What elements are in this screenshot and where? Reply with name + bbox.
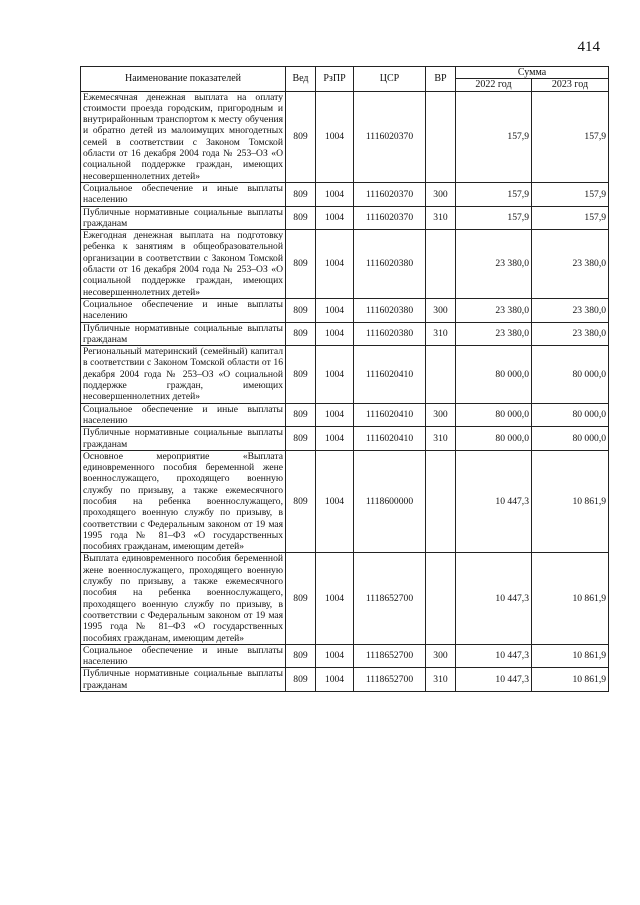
table-row <box>81 322 609 346</box>
row-vr: 300 <box>426 403 456 427</box>
row-csr: 1118652700 <box>354 668 426 692</box>
table-row <box>81 346 609 403</box>
row-rzpr: 1004 <box>316 403 354 427</box>
header-year-2023: 2023 год <box>532 79 609 91</box>
row-vr <box>426 346 456 403</box>
table-row <box>81 403 609 427</box>
row-name: Социальное обеспечение и иные выплаты населению <box>81 644 286 668</box>
row-csr: 1116020380 <box>354 298 426 322</box>
table-row <box>81 182 609 206</box>
row-rzpr: 1004 <box>316 230 354 299</box>
header-name: Наименование показателей <box>81 67 286 92</box>
row-sum-2022: 10 447,3 <box>456 644 532 668</box>
row-csr: 1116020370 <box>354 91 426 182</box>
row-sum-2023: 10 861,9 <box>532 450 609 553</box>
row-csr: 1118652700 <box>354 644 426 668</box>
table-row <box>81 206 609 230</box>
row-ved: 809 <box>286 346 316 403</box>
table-row <box>81 450 609 553</box>
row-name: Публичные нормативные социальные выплаты гражданам <box>81 206 286 230</box>
row-sum-2023: 80 000,0 <box>532 346 609 403</box>
header-vr: ВР <box>426 67 456 92</box>
row-sum-2022: 10 447,3 <box>456 668 532 692</box>
row-ved: 809 <box>286 403 316 427</box>
row-vr <box>426 91 456 182</box>
table-body <box>81 91 609 691</box>
row-name: Социальное обеспечение и иные выплаты населению <box>81 403 286 427</box>
row-sum-2022: 23 380,0 <box>456 298 532 322</box>
row-vr: 310 <box>426 427 456 451</box>
row-ved: 809 <box>286 450 316 553</box>
row-rzpr: 1004 <box>316 182 354 206</box>
header-csr: ЦСР <box>354 67 426 92</box>
row-sum-2023: 157,9 <box>532 206 609 230</box>
row-ved: 809 <box>286 298 316 322</box>
row-ved: 809 <box>286 182 316 206</box>
row-rzpr: 1004 <box>316 346 354 403</box>
row-sum-2022: 23 380,0 <box>456 322 532 346</box>
row-rzpr: 1004 <box>316 553 354 644</box>
row-name: Ежегодная денежная выплата на подготовку ребенка к занятиям в общеобразовательной организации в соответствии с Законом Томской области от 16 декабря 2004 года № 253–ОЗ «О социальной поддержке граждан, имеющих несовершеннолетних детей» <box>81 230 286 299</box>
row-sum-2022: 80 000,0 <box>456 427 532 451</box>
row-name: Основное мероприятие «Выплата единовременного пособия беременной жене военнослужащего, проходящего военную службу по призыву, а также ежемесячного пособия на ребенка военнослужащего, проходящего военную службу по призыву, в соответствии с Федеральным законом от 19 мая 1995 года № 81–ФЗ «О государственных пособиях гражданам, имеющим детей» <box>81 450 286 553</box>
row-sum-2023: 157,9 <box>532 91 609 182</box>
row-ved: 809 <box>286 91 316 182</box>
row-csr: 1116020370 <box>354 182 426 206</box>
table-row <box>81 553 609 644</box>
row-csr: 1116020410 <box>354 403 426 427</box>
row-sum-2022: 80 000,0 <box>456 403 532 427</box>
page-number: 414 <box>577 39 600 55</box>
row-sum-2022: 23 380,0 <box>456 230 532 299</box>
row-rzpr: 1004 <box>316 427 354 451</box>
row-csr: 1118600000 <box>354 450 426 553</box>
row-csr: 1116020380 <box>354 230 426 299</box>
row-name: Региональный материнский (семейный) капитал в соответствии с Законом Томской области от 16 декабря 2004 года № 253–ОЗ «О социальной поддержке граждан, имеющих несовершеннолетних детей» <box>81 346 286 403</box>
row-vr <box>426 553 456 644</box>
row-ved: 809 <box>286 230 316 299</box>
row-rzpr: 1004 <box>316 450 354 553</box>
row-name: Социальное обеспечение и иные выплаты населению <box>81 182 286 206</box>
row-csr: 1116020370 <box>354 206 426 230</box>
row-sum-2022: 10 447,3 <box>456 553 532 644</box>
row-name: Публичные нормативные социальные выплаты гражданам <box>81 322 286 346</box>
table-row <box>81 644 609 668</box>
table-row <box>81 427 609 451</box>
row-sum-2023: 23 380,0 <box>532 322 609 346</box>
table-row <box>81 230 609 299</box>
row-sum-2023: 80 000,0 <box>532 427 609 451</box>
row-csr: 1116020410 <box>354 346 426 403</box>
row-name: Публичные нормативные социальные выплаты гражданам <box>81 427 286 451</box>
row-rzpr: 1004 <box>316 91 354 182</box>
row-ved: 809 <box>286 322 316 346</box>
row-sum-2023: 23 380,0 <box>532 298 609 322</box>
row-rzpr: 1004 <box>316 322 354 346</box>
row-ved: 809 <box>286 427 316 451</box>
row-sum-2022: 157,9 <box>456 182 532 206</box>
row-sum-2022: 80 000,0 <box>456 346 532 403</box>
row-name: Социальное обеспечение и иные выплаты населению <box>81 298 286 322</box>
header-row <box>81 67 609 79</box>
row-vr <box>426 450 456 553</box>
row-rzpr: 1004 <box>316 644 354 668</box>
row-name: Ежемесячная денежная выплата на оплату стоимости проезда городским, пригородным и внутрирайонным транспортом к месту обучения и обратно детей из малоимущих многодетных семей в соответствии с Законом Томской области от 16 декабря 2004 года № 253–ОЗ «О социальной поддержке граждан, имеющих несовершеннолетних детей» <box>81 91 286 182</box>
row-sum-2023: 157,9 <box>532 182 609 206</box>
table-row <box>81 298 609 322</box>
row-sum-2022: 157,9 <box>456 91 532 182</box>
row-ved: 809 <box>286 206 316 230</box>
row-sum-2023: 10 861,9 <box>532 644 609 668</box>
table-row <box>81 91 609 182</box>
row-vr: 310 <box>426 322 456 346</box>
header-sum: Сумма <box>456 67 609 79</box>
row-sum-2023: 10 861,9 <box>532 553 609 644</box>
row-rzpr: 1004 <box>316 206 354 230</box>
row-sum-2022: 10 447,3 <box>456 450 532 553</box>
row-name: Публичные нормативные социальные выплаты гражданам <box>81 668 286 692</box>
row-csr: 1118652700 <box>354 553 426 644</box>
row-ved: 809 <box>286 644 316 668</box>
row-sum-2023: 80 000,0 <box>532 403 609 427</box>
table-row <box>81 668 609 692</box>
row-sum-2022: 157,9 <box>456 206 532 230</box>
header-ved: Вед <box>286 67 316 92</box>
budget-table <box>80 66 609 692</box>
row-csr: 1116020410 <box>354 427 426 451</box>
row-vr: 300 <box>426 182 456 206</box>
row-vr: 300 <box>426 644 456 668</box>
row-rzpr: 1004 <box>316 668 354 692</box>
row-rzpr: 1004 <box>316 298 354 322</box>
row-vr: 310 <box>426 668 456 692</box>
row-ved: 809 <box>286 553 316 644</box>
row-csr: 1116020380 <box>354 322 426 346</box>
row-vr: 310 <box>426 206 456 230</box>
row-vr: 300 <box>426 298 456 322</box>
row-ved: 809 <box>286 668 316 692</box>
header-year-2022: 2022 год <box>456 79 532 91</box>
row-name: Выплата единовременного пособия беременной жене военнослужащего, проходящего военную службу по призыву, а также ежемесячного пособия на ребенка военнослужащего, проходящего военную службу по призыву, в соответствии с Федеральным законом от 19 мая 1995 года № 81–ФЗ «О государственных пособиях гражданам, имеющим детей» <box>81 553 286 644</box>
row-sum-2023: 23 380,0 <box>532 230 609 299</box>
row-vr <box>426 230 456 299</box>
row-sum-2023: 10 861,9 <box>532 668 609 692</box>
header-rzpr: РзПР <box>316 67 354 92</box>
